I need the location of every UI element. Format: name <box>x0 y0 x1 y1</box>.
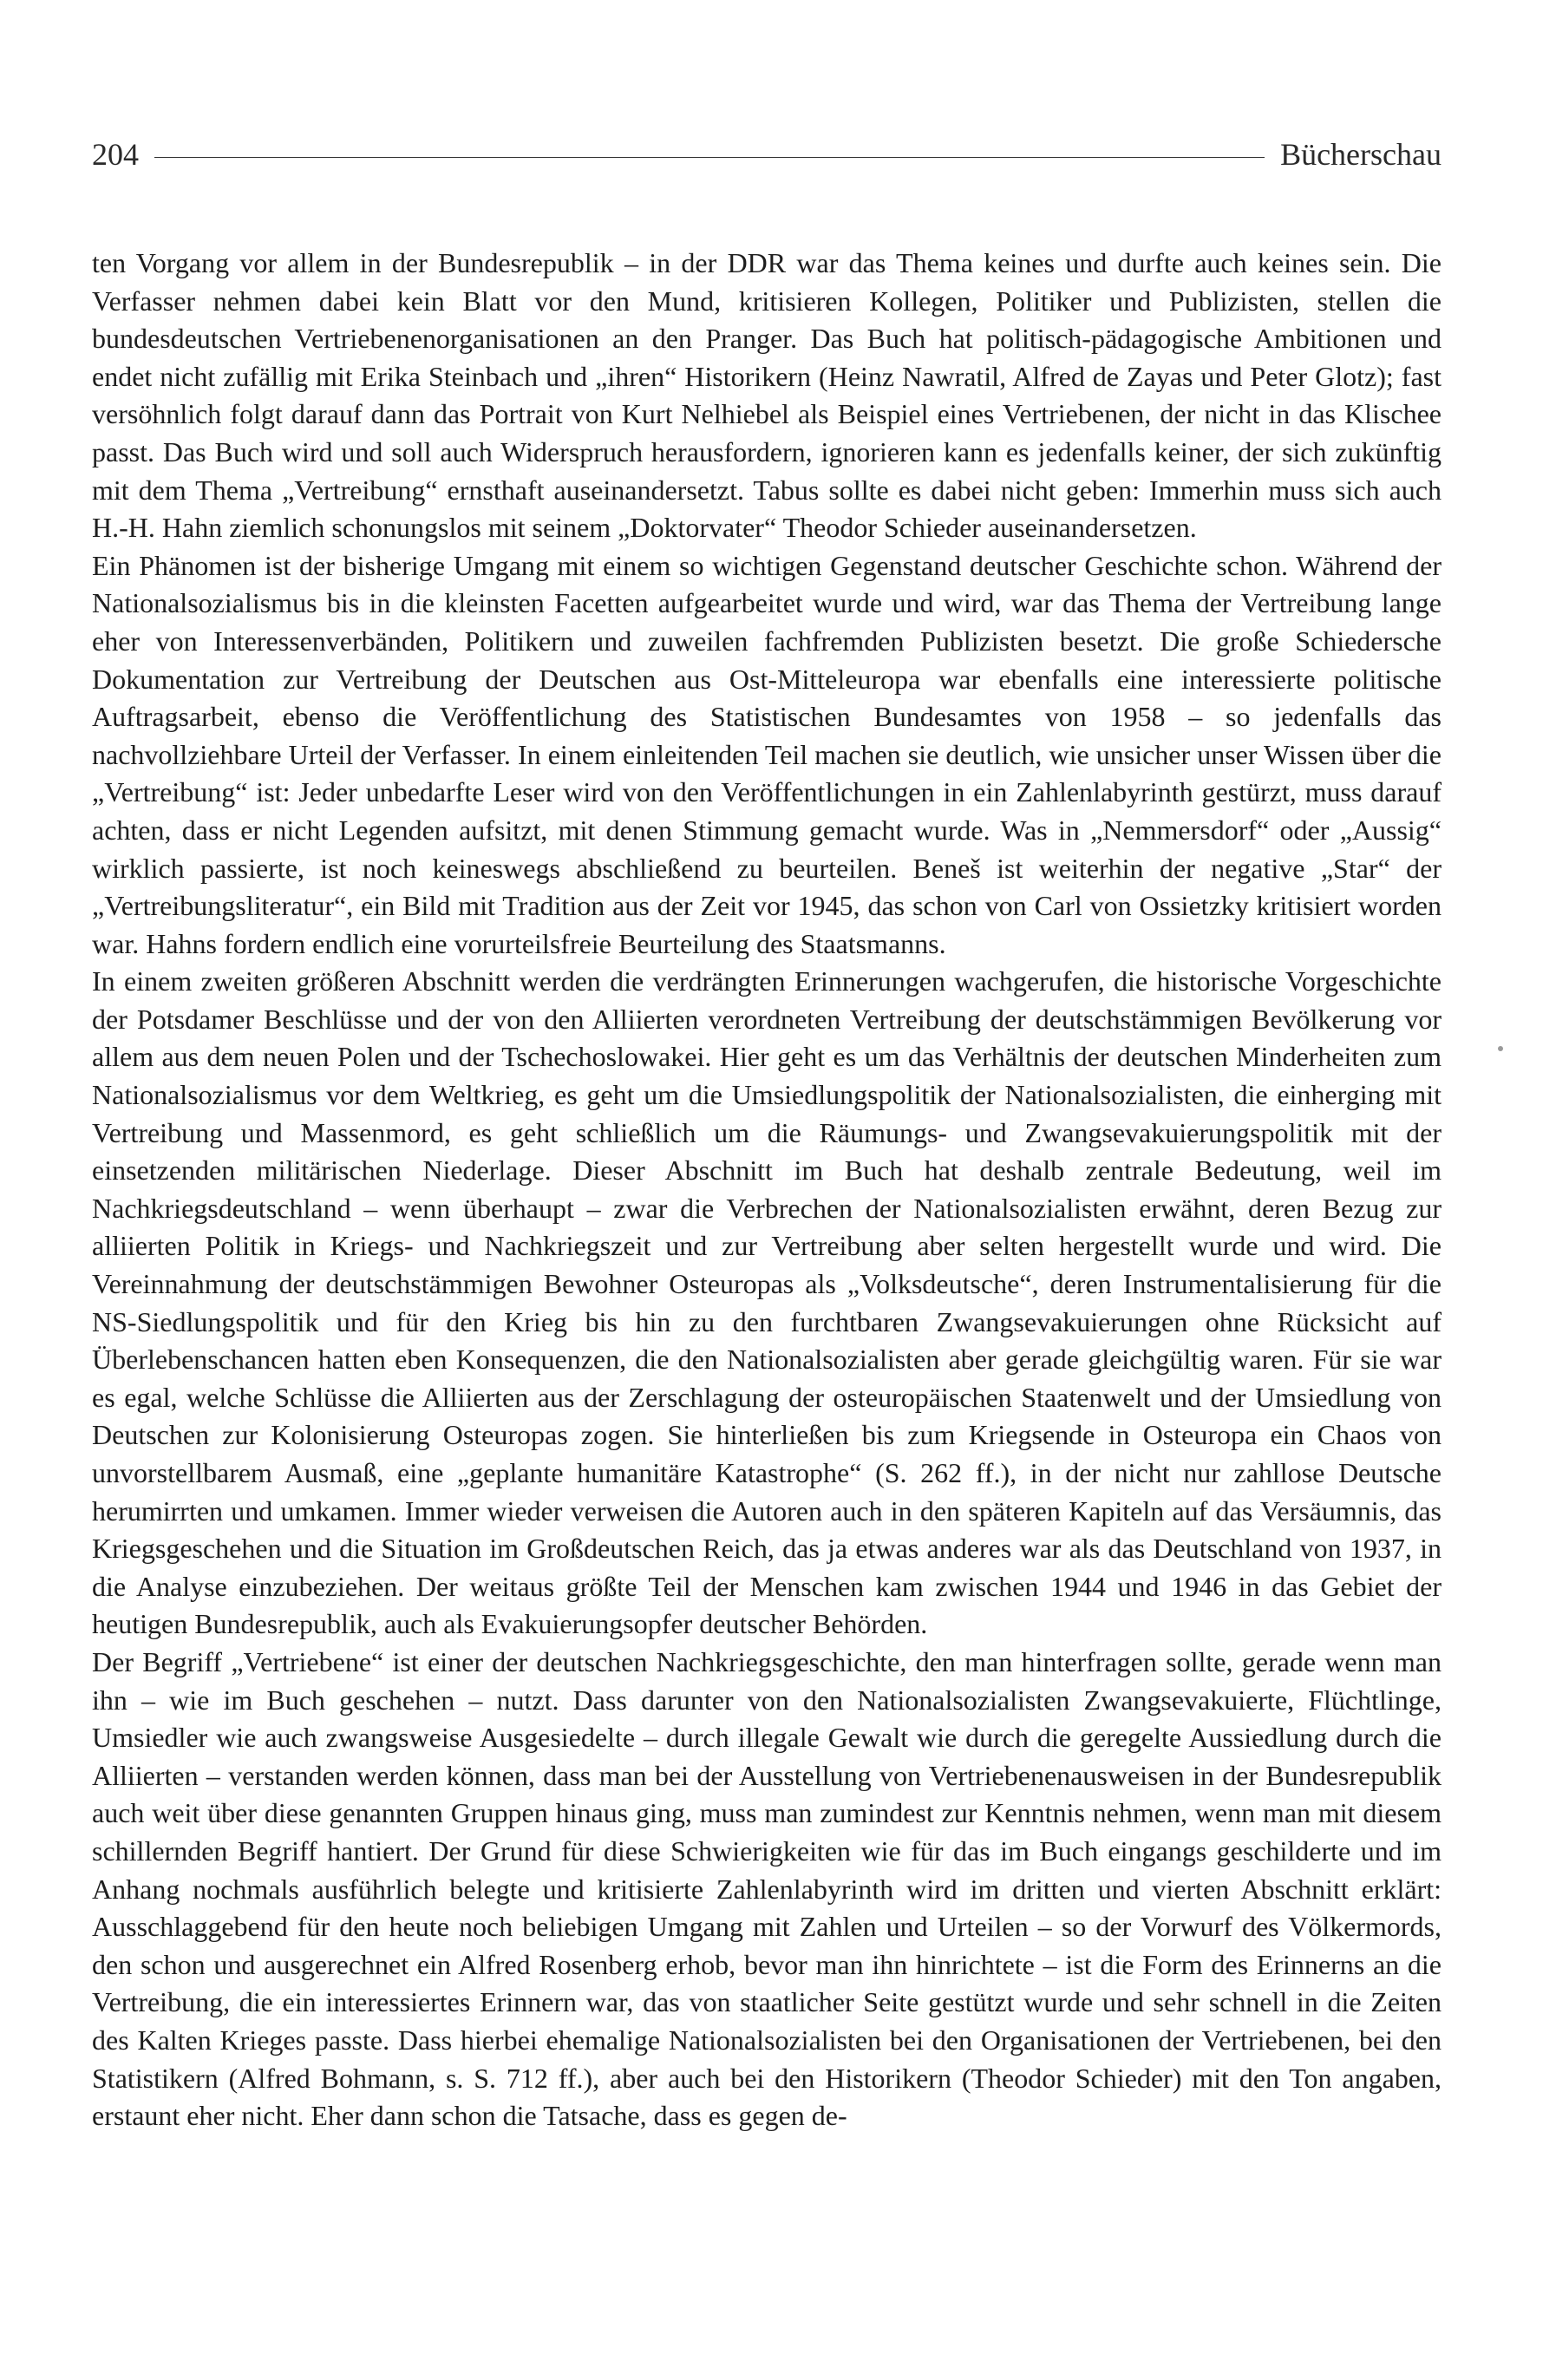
paragraph-2: Ein Phänomen ist der bisherige Umgang mit einem so wichtigen Gegenstand deutscher Geschichte schon. Während der Nationalsozialismus bis in die kleinsten Facetten aufgearbeitet wurde und wird, war das Thema der Vertreibung lange eher von Interessenverbänden, Politikern und zuweilen fachfremden Publizisten besetzt. Die große Schiedersche Dokumentation zur Vertreibung der Deutschen aus Ost-Mitteleuropa war ebenfalls eine interessierte politische Auftragsarbeit, ebenso die Veröffentlichung des Statistischen Bundesamtes von 1958 – so jedenfalls das nachvollziehbare Urteil der Verfasser. In einem einleitenden Teil machen sie deutlich, wie unsicher unser Wissen über die „Vertreibung“ ist: Jeder unbedarfte Leser wird von den Veröffentlichungen in ein Zahlenlabyrinth gestürzt, muss darauf achten, dass er nicht Legenden aufsitzt, mit denen Stimmung gemacht wurde. Was in „Nemmersdorf“ oder „Aussig“ wirklich passierte, ist noch keineswegs abschließend zu beurteilen. Beneš ist weiterhin der negative „Star“ der „Vertreibungsliteratur“, ein Bild mit Tradition aus der Zeit vor 1945, das schon von Carl von Ossietzky kritisiert worden war. Hahns fordern endlich eine vorurteilsfreie Beurteilung des Staatsmanns. <box>92 549 1442 959</box>
page-header <box>92 128 1442 180</box>
header-rule <box>154 157 1265 158</box>
paragraph-3: In einem zweiten größeren Abschnitt werden die verdrängten Erinnerungen wachgerufen, die historische Vorgeschichte der Potsdamer Beschlüsse und der von den Alliierten verordneten Vertreibung der deutschstämmigen Bevölkerung vor allem aus dem neuen Polen und der Tschechoslowakei. Hier geht es um das Verhältnis der deutschen Minderheiten zum Nationalsozialismus vor dem Weltkrieg, es geht um die Umsiedlungspolitik der Nationalsozialisten, die einherging mit Vertreibung und Massenmord, es geht schließlich um die Räumungs- und Zwangsevakuierungspolitik mit der einsetzenden militärischen Niederlage. Dieser Abschnitt im Buch hat deshalb zentrale Bedeutung, weil im Nachkriegsdeutschland – wenn überhaupt – zwar die Verbrechen der Nationalsozialisten erwähnt, deren Bezug zur alliierten Politik in Kriegs- und Nachkriegszeit und zur Vertreibung aber selten hergestellt wurde und wird. Die Vereinnahmung der deutschstämmigen Bewohner Osteuropas als „Volksdeutsche“, deren Instrumentalisierung für die NS-Siedlungspolitik und für den Krieg bis hin zu den furchtbaren Zwangsevakuierungen ohne Rücksicht auf Überlebenschancen hatten eben Konsequenzen, die den Nationalsozialisten aber gerade gleichgültig waren. Für sie war es egal, welche Schlüsse die Alliierten aus der Zerschlagung der osteuropäischen Staatenwelt und der Umsiedlung von Deutschen zur Kolonisierung Osteuropas zogen. Sie hinterließen bis zum Kriegsende in Osteuropa ein Chaos von unvorstellbarem Ausmaß, eine „geplante humanitäre Katastrophe“ (S. 262 ff.), in der nicht nur zahllose Deutsche herumirrten und umkamen. Immer wieder verweisen die Autoren auch in den späteren Kapiteln auf das Versäumnis, das Kriegsgeschehen und die Situation im Großdeutschen Reich, das ja etwas anderes war als das Deutschland von 1937, in die Analyse einzubeziehen. Der weitaus größte Teil der Menschen kam zwischen 1944 und 1946 in das Gebiet der heutigen Bundesrepublik, auch als Evakuierungsopfer deutscher Behörden. <box>92 965 1442 1640</box>
page-number: 204 <box>92 137 139 172</box>
margin-dot <box>1498 1046 1503 1051</box>
running-title: Bücherschau <box>1280 137 1442 172</box>
paragraph-4: Der Begriff „Vertriebene“ ist einer der deutschen Nachkriegsgeschichte, den man hinterfragen sollte, gerade wenn man ihn – wie im Buch geschehen – nutzt. Dass darunter von den Nationalsozialisten Zwangsevakuierte, Flüchtlinge, Umsiedler wie auch zwangsweise Ausgesiedelte – durch illegale Gewalt wie durch die geregelte Aussiedlung durch die Alliierten – verstanden werden können, dass man bei der Ausstellung von Vertriebenenausweisen in der Bundesrepublik auch weit über diese genannten Gruppen hinaus ging, muss man zumindest zur Kenntnis nehmen, wenn man mit diesem schillernden Begriff hantiert. Der Grund für diese Schwierigkeiten wie für das im Buch eingangs geschilderte und im Anhang nochmals ausführlich belegte und kritisierte Zahlenlabyrinth wird im dritten und vierten Abschnitt erklärt: Ausschlaggebend für den heute noch beliebigen Umgang mit Zahlen und Urteilen – so der Vorwurf des Völkermords, den schon und ausgerechnet ein Alfred Rosenberg erhob, bevor man ihn hinrichtete – ist die Form des Erinnerns an die Vertreibung, die ein interessiertes Erinnern war, das von staatlicher Seite gestützt wurde und sehr schnell in die Zeiten des Kalten Krieges passte. Dass hierbei ehemalige Nationalsozialisten bei den Organisationen der Vertriebenen, bei den Statistikern (Alfred Bohmann, s. S. 712 ff.), aber auch bei den Historikern (Theodor Schieder) mit den Ton angaben, erstaunt eher nicht. Eher dann schon die Tatsache, dass es gegen de- <box>92 1645 1442 2132</box>
body-text <box>92 245 1442 2135</box>
paragraph-1: ten Vorgang vor allem in der Bundesrepublik – in der DDR war das Thema keines und durfte auch keines sein. Die Verfasser nehmen dabei kein Blatt vor den Mund, kritisieren Kollegen, Politiker und Publizisten, stellen die bundesdeutschen Vertriebenenorganisationen an den Pranger. Das Buch hat politisch-pädagogische Ambitionen und endet nicht zufällig mit Erika Steinbach und „ihren“ Historikern (Heinz Nawratil, Alfred de Zayas und Peter Glotz); fast versöhnlich folgt darauf dann das Portrait von Kurt Nelhiebel als Beispiel eines Vertriebenen, der nicht in das Klischee passt. Das Buch wird und soll auch Widerspruch herausfordern, ignorieren kann es jedenfalls keiner, der sich zukünftig mit dem Thema „Vertreibung“ ernsthaft auseinandersetzt. Tabus sollte es dabei nicht geben: Immerhin muss sich auch H.-H. Hahn ziemlich schonungslos mit seinem „Doktorvater“ Theodor Schieder auseinandersetzen. <box>92 247 1442 544</box>
